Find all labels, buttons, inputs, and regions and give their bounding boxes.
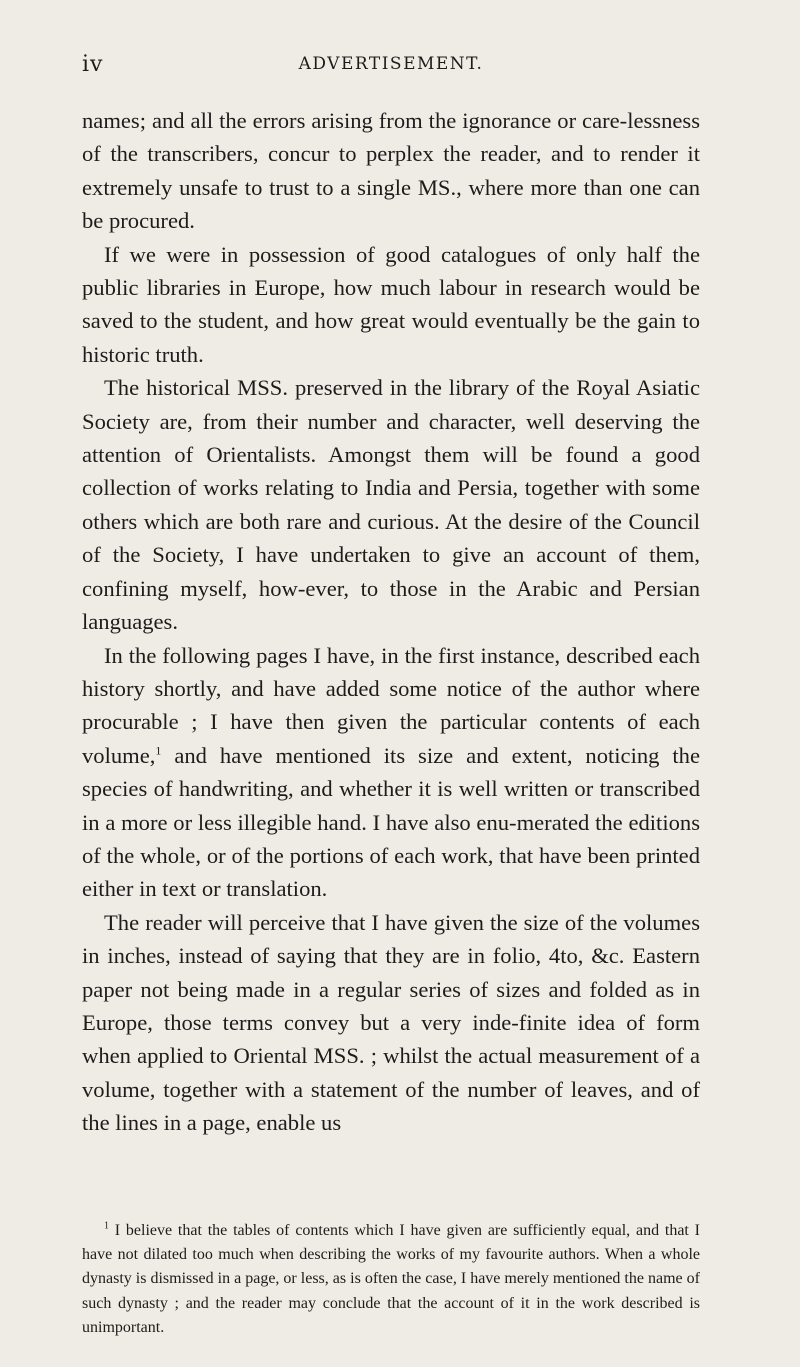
body-text (82, 104, 700, 1140)
footnote (82, 1219, 700, 1340)
running-head (82, 52, 700, 82)
paragraph-4-part-1: In the following pages I have, in the first instance, described each history shortly, and have added some notice of the author where procurable ; I have then given the particular contents of each volume, (82, 642, 700, 768)
paragraph-3: The historical MSS. preserved in the library of the Royal Asiatic Society are, from their number and character, well deserving the attention of Orientalists. Amongst them will be found a good collection of works relating to India and Persia, together with some others which are both rare and curious. At the desire of the Council of the Society, I have undertaken to give an account of them, confining myself, how-ever, to those in the Arabic and Persian languages. (82, 375, 700, 635)
running-title: ADVERTISEMENT. (298, 54, 484, 74)
footnote-mark: 1 (104, 1220, 109, 1232)
footnote-text: I believe that the tables of contents which I have given are sufficiently equal, and that I have not dilated too much when describing the works of my favourite authors. When a whole dynasty is dismissed in a page, or less, as is often the case, I have merely mentioned the name of such dynasty ; and the reader may conclude that the account of it in the work described is unimportant. (82, 1222, 700, 1336)
paragraph-4 (82, 639, 700, 906)
footnote-reference[interactable]: 1 (155, 743, 162, 758)
paragraph-4-part-2: and have mentioned its size and extent, noticing the species of handwriting, and whether it is well written or transcribed in a more or less illegible hand. I have also enu-merated the editions of the whole, or of the portions of each work, that have been printed either in text or translation. (82, 742, 700, 902)
paragraph-2: If we were in possession of good catalogues of only half the public libraries in Europe, how much labour in research would be saved to the student, and how great would eventually be the gain to historic truth. (82, 241, 700, 367)
paragraph-1: names; and all the errors arising from the ignorance or care-lessness of the transcribers, concur to perplex the reader, and to render it extremely unsafe to trust to a single MS., where more than one can be procured. (82, 108, 700, 234)
paragraph-5: The reader will perceive that I have given the size of the volumes in inches, instead of saying that they are in folio, 4to, &c. Eastern paper not being made in a regular series of sizes and folded as in Europe, those terms convey but a very inde-finite idea of form when applied to Oriental MSS. ; whilst the actual measurement of a volume, together with a statement of the number of leaves, and of the lines in a page, enable us (82, 909, 700, 1136)
page-number: iv (82, 52, 104, 77)
